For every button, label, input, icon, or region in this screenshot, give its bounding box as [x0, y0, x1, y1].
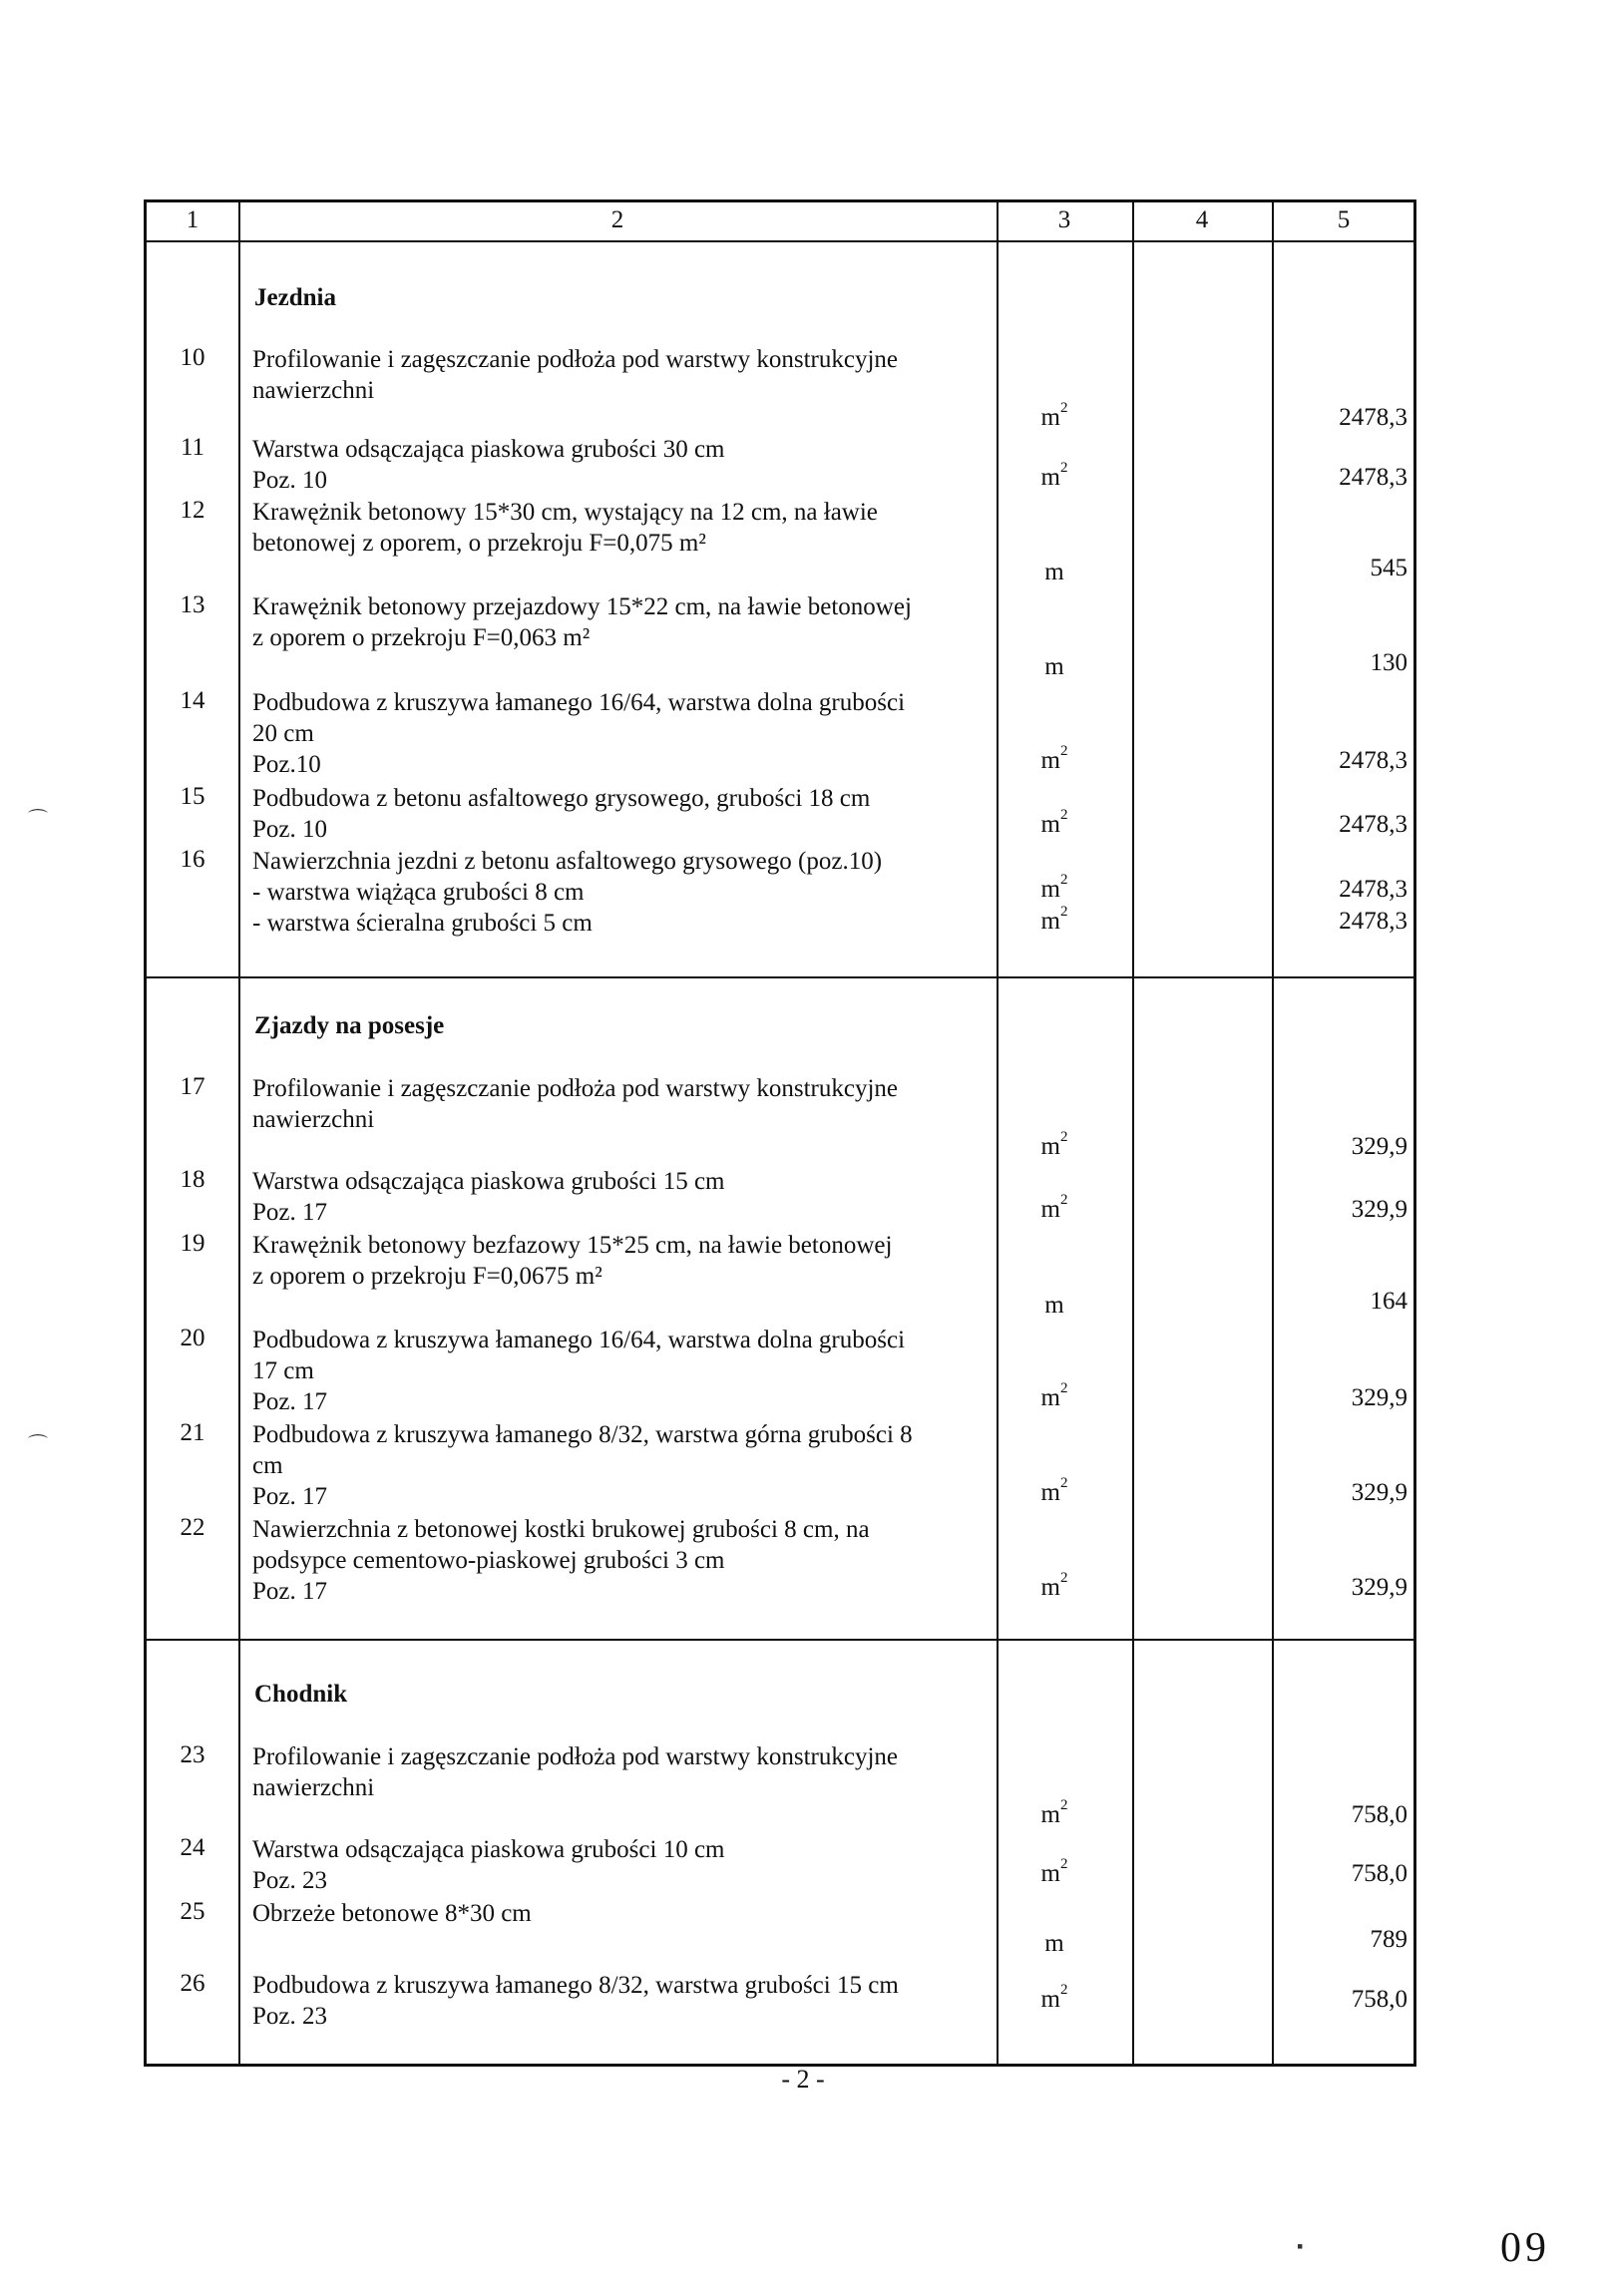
row-quantity: 2478,3 — [1339, 811, 1407, 838]
row-number: 13 — [180, 591, 205, 618]
column-divider — [1132, 202, 1134, 2064]
row-quantity: 545 — [1370, 555, 1407, 581]
header-col-1: 1 — [186, 206, 200, 233]
row-unit: $m^2$ — [1040, 904, 1068, 935]
row-quantity: 329,9 — [1351, 1196, 1407, 1223]
row-unit: $m^2$ — [1040, 1192, 1068, 1223]
row-quantity: 2478,3 — [1339, 908, 1407, 935]
row-quantity: 130 — [1370, 649, 1407, 676]
row-quantity: 758,0 — [1351, 1986, 1407, 2013]
row-number: 16 — [180, 846, 205, 873]
page-stamp: 09 — [1500, 2225, 1550, 2271]
row-unit: $m^2$ — [1040, 1856, 1068, 1887]
row-number: 12 — [180, 497, 205, 524]
row-number: 26 — [180, 1970, 205, 1997]
row-number: 10 — [180, 344, 205, 371]
section-title-zjazdy: Zjazdy na posesje — [254, 1012, 445, 1039]
row-quantity: 758,0 — [1351, 1860, 1407, 1887]
row-unit: $m^2$ — [1040, 1570, 1068, 1601]
row-number: 11 — [180, 434, 205, 461]
row-description: Krawężnik betonowy 15*30 cm, wystający na 12 cm, na ławie betonowej z oporem, o przekroju F=0,075 m² — [252, 499, 878, 557]
row-quantity: 758,0 — [1351, 1801, 1407, 1828]
scan-mark: ⌒ — [28, 1434, 48, 1456]
section-title-jezdnia: Jezdnia — [254, 284, 336, 311]
row-unit: $m^2$ — [1040, 807, 1068, 838]
row-description: Warstwa odsączająca piaskowa grubości 30 cm Poz. 10 — [252, 436, 725, 494]
row-quantity: 2478,3 — [1339, 464, 1407, 491]
section-divider — [147, 1639, 1413, 1641]
row-description: Profilowanie i zagęszczanie podłoża pod warstwy konstrukcyjne nawierzchni — [252, 1075, 899, 1133]
row-description: Podbudowa z betonu asfaltowego grysowego, grubości 18 cm Poz. 10 — [252, 785, 871, 843]
row-unit: $m^2$ — [1040, 872, 1068, 903]
header-col-4: 4 — [1195, 206, 1209, 233]
header-col-5: 5 — [1337, 206, 1351, 233]
row-number: 24 — [180, 1834, 205, 1861]
row-quantity: 789 — [1370, 1926, 1407, 1953]
row-number: 18 — [180, 1166, 205, 1193]
row-description: Krawężnik betonowy przejazdowy 15*22 cm, na ławie betonowej z oporem o przekroju F=0,063 m² — [252, 593, 912, 651]
row-description: Nawierzchnia jezdni z betonu asfaltowego grysowego (poz.10) - warstwa wiążąca grubości 8 cm - warstwa ścieralna grubości 5 cm — [252, 848, 883, 937]
row-number: 19 — [180, 1230, 205, 1257]
row-unit: m — [1044, 1292, 1064, 1319]
section-title-chodnik: Chodnik — [254, 1681, 348, 1708]
row-number: 17 — [180, 1073, 205, 1100]
row-description: Obrzeże betonowe 8*30 cm — [252, 1900, 532, 1927]
row-number: 20 — [180, 1325, 205, 1351]
row-number: 25 — [180, 1898, 205, 1925]
row-description: Podbudowa z kruszywa łamanego 8/32, warstwa grubości 15 cm Poz. 23 — [252, 1972, 899, 2030]
row-description: Warstwa odsączająca piaskowa grubości 10 cm Poz. 23 — [252, 1836, 725, 1894]
scan-mark: ▪ — [1297, 2236, 1304, 2256]
header-col-3: 3 — [1057, 206, 1071, 233]
page-number: - 2 - — [781, 2065, 825, 2094]
row-unit: $m^2$ — [1040, 1475, 1068, 1506]
row-description: Krawężnik betonowy bezfazowy 15*25 cm, na ławie betonowej z oporem o przekroju F=0,0675 m² — [252, 1232, 893, 1290]
row-number: 14 — [180, 687, 205, 714]
row-description: Podbudowa z kruszywa łamanego 16/64, warstwa dolna grubości 20 cm Poz.10 — [252, 689, 906, 778]
row-description: Warstwa odsączająca piaskowa grubości 15 cm Poz. 17 — [252, 1168, 725, 1226]
row-quantity: 329,9 — [1351, 1133, 1407, 1160]
header-divider — [147, 240, 1413, 242]
row-quantity: 329,9 — [1351, 1574, 1407, 1601]
row-quantity: 2478,3 — [1339, 876, 1407, 903]
row-unit: $m^2$ — [1040, 1797, 1068, 1828]
row-quantity: 164 — [1370, 1288, 1407, 1315]
row-description: Nawierzchnia z betonowej kostki brukowej grubości 8 cm, na podsypce cementowo-piaskowej grubości 3 cm Poz. 17 — [252, 1516, 870, 1605]
header-col-2: 2 — [610, 206, 624, 233]
row-description: Profilowanie i zagęszczanie podłoża pod warstwy konstrukcyjne nawierzchni — [252, 1743, 899, 1801]
row-unit: $m^2$ — [1040, 1982, 1068, 2013]
row-unit: $m^2$ — [1040, 400, 1068, 431]
row-unit: $m^2$ — [1040, 1380, 1068, 1411]
row-number: 22 — [180, 1514, 205, 1541]
row-unit: $m^2$ — [1040, 460, 1068, 491]
scan-mark: ⌒ — [28, 809, 48, 831]
row-unit: m — [1044, 559, 1064, 585]
row-description: Podbudowa z kruszywa łamanego 8/32, warstwa górna grubości 8 cm Poz. 17 — [252, 1421, 913, 1510]
row-unit: m — [1044, 1930, 1064, 1957]
row-quantity: 2478,3 — [1339, 404, 1407, 431]
row-unit: m — [1044, 653, 1064, 680]
row-description: Podbudowa z kruszywa łamanego 16/64, warstwa dolna grubości 17 cm Poz. 17 — [252, 1327, 906, 1415]
row-description: Profilowanie i zagęszczanie podłoża pod warstwy konstrukcyjne nawierzchni — [252, 346, 899, 404]
row-unit: $m^2$ — [1040, 743, 1068, 774]
section-divider — [147, 976, 1413, 978]
column-divider — [238, 202, 240, 2064]
row-quantity: 2478,3 — [1339, 747, 1407, 774]
row-quantity: 329,9 — [1351, 1384, 1407, 1411]
quantity-table — [144, 199, 1416, 2067]
row-number: 21 — [180, 1419, 205, 1446]
row-quantity: 329,9 — [1351, 1479, 1407, 1506]
row-unit: $m^2$ — [1040, 1129, 1068, 1160]
row-number: 15 — [180, 783, 205, 810]
row-number: 23 — [180, 1741, 205, 1768]
column-divider — [997, 202, 999, 2064]
